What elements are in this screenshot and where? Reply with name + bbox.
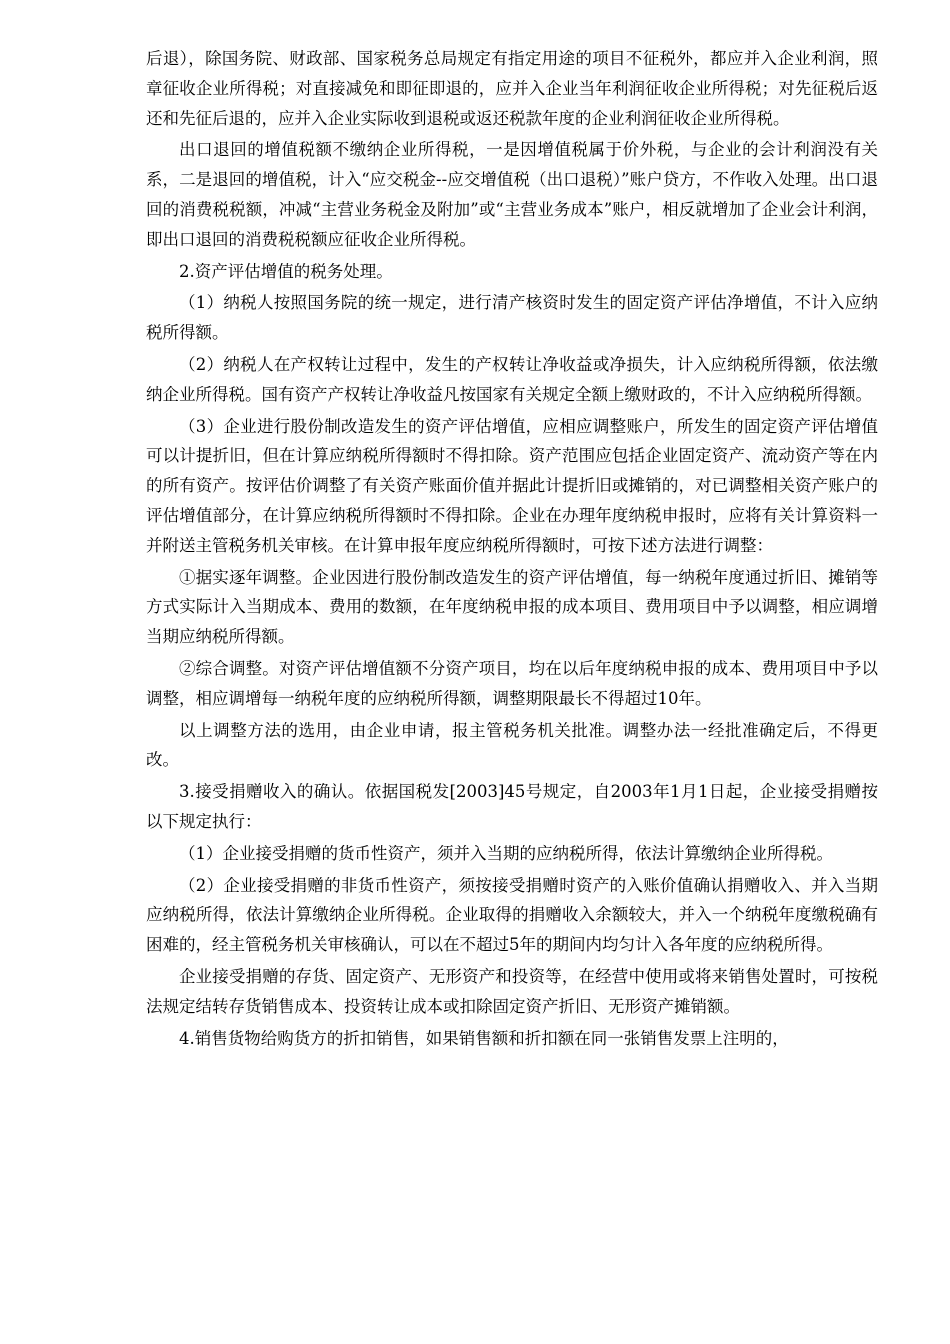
donation-item-2: （2）企业接受捐赠的非货币性资产，须按接受捐赠时资产的入账价值确认捐赠收入、并入当期应纳税所得，依法计算缴纳企业所得税。企业取得的捐赠收入余额较大，并入一个纳税年度缴税确有困难的，经主管税务机关审核确认，可以在不超过5年的期间内均匀计入各年度的应纳税所得。 (146, 875, 878, 955)
paragraph-export-refund: 出口退回的增值税额不缴纳企业所得税，一是因增值税属于价外税，与企业的会计利润没有关系，二是退回的增值税，计入“应交税金--应交增值税（出口退税）”账户贷方，不作收入处理。出口退回的消费税税额，冲减“主营业务税金及附加”或“主营业务成本”账户，相反就增加了企业会计利润，即出口退回的消费税税额应征收企业所得税。 (146, 140, 878, 249)
list-item-2: （2）纳税人在产权转让过程中，发生的产权转让净收益或净损失，计入应纳税所得额，依法缴纳企业所得税。国有资产产权转让净收益凡按国家有关规定全额上缴财政的，不计入应纳税所得额。 (146, 354, 878, 404)
section-heading-asset-appraisal: 2.资产评估增值的税务处理。 (179, 261, 393, 281)
method-comprehensive-adjustment: ②综合调整。对资产评估增值额不分资产项目，均在以后年度纳税申报的成本、费用项目中予以调整，相应调增每一纳税年度的应纳税所得额，调整期限最长不得超过10年。 (146, 658, 878, 708)
document-page (146, 44, 878, 1053)
method-annual-adjustment: ①据实逐年调整。企业因进行股份制改造发生的资产评估增值，每一纳税年度通过折旧、摊销等方式实际计入当期成本、费用的数额，在年度纳税申报的成本项目、费用项目中予以调整，相应调增当期应纳税所得额。 (146, 567, 878, 647)
section-heading-discount-sales: 4.销售货物给购货方的折扣销售，如果销售额和折扣额在同一张销售发票上注明的， (179, 1028, 789, 1048)
paragraph-donated-assets: 企业接受捐赠的存货、固定资产、无形资产和投资等，在经营中使用或将来销售处置时，可按税法规定结转存货销售成本、投资转让成本或扣除固定资产折旧、无形资产摊销额。 (146, 966, 878, 1016)
section-heading-donation-income: 3.接受捐赠收入的确认。依据国税发[2003]45号规定，自2003年1月1日起，企业接受捐赠按以下规定执行： (146, 782, 878, 831)
paragraph-tax-refund-continuation: 后退），除国务院、财政部、国家税务总局规定有指定用途的项目不征税外，都应并入企业利润，照章征收企业所得税；对直接减免和即征即退的，应并入企业当年利润征收企业所得税；对先征税后返还和先征后退的，应并入企业实际收到退税或返还税款年度的企业利润征收企业所得税。 (146, 49, 878, 128)
list-item-3: （3）企业进行股份制改造发生的资产评估增值，应相应调整账户，所发生的固定资产评估增值可以计提折旧，但在计算应纳税所得额时不得扣除。资产范围应包括企业固定资产、流动资产等在内的所有资产。按评估价调整了有关资产账面价值并据此计提折旧或摊销的，对已调整相关资产账户的评估增值部分，在计算应纳税所得额时不得扣除。企业在办理年度纳税申报时，应将有关计算资料一并附送主管税务机关审核。在计算申报年度应纳税所得额时，可按下述方法进行调整： (146, 416, 878, 555)
donation-item-1: （1）企业接受捐赠的货币性资产，须并入当期的应纳税所得，依法计算缴纳企业所得税。 (179, 843, 833, 863)
paragraph-adjustment-approval: 以上调整方法的选用，由企业申请，报主管税务机关批准。调整办法一经批准确定后，不得更改。 (146, 720, 878, 770)
list-item-1: （1）纳税人按照国务院的统一规定，进行清产核资时发生的固定资产评估净增值，不计入应纳税所得额。 (146, 293, 878, 343)
